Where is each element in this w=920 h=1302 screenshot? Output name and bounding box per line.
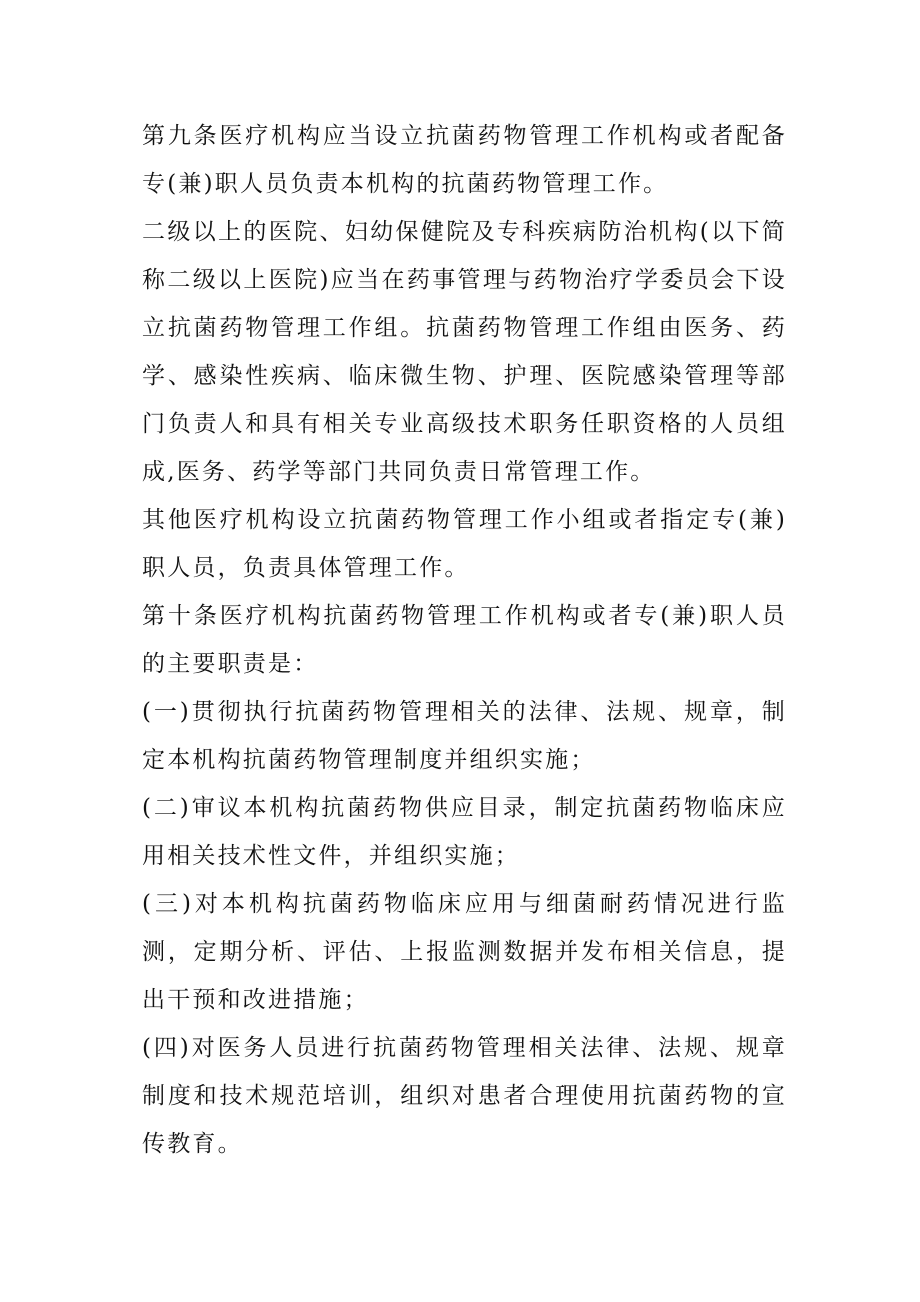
paragraph-duty-2: (二)审议本机构抗菌药物供应目录，制定抗菌药物临床应用相关技术性文件，并组织实施； — [142, 795, 787, 869]
document-page — [142, 112, 787, 1168]
paragraph-article-10: 第十条医疗机构抗菌药物管理工作机构或者专(兼)职人员的主要职责是： — [142, 603, 787, 677]
paragraph-secondary-hospitals: 二级以上的医院、妇幼保健院及专科疾病防治机构(以下简称二级以上医院)应当在药事管理与药物治疗学委员会下设立抗菌药物管理工作组。抗菌药物管理工作组由医务、药学、感染性疾病、临床微生物、护理、医院感染管理等部门负责人和具有相关专业高级技术职务任职资格的人员组成,医务、药学等部门共同负责日常管理工作。 — [142, 219, 787, 485]
paragraph-article-9: 第九条医疗机构应当设立抗菌药物管理工作机构或者配备专(兼)职人员负责本机构的抗菌药物管理工作。 — [142, 123, 787, 197]
paragraph-duty-3: (三)对本机构抗菌药物临床应用与细菌耐药情况进行监测，定期分析、评估、上报监测数据并发布相关信息，提出干预和改进措施； — [142, 891, 787, 1013]
paragraph-other-institutions: 其他医疗机构设立抗菌药物管理工作小组或者指定专(兼)职人员，负责具体管理工作。 — [142, 507, 787, 581]
paragraph-duty-4: (四)对医务人员进行抗菌药物管理相关法律、法规、规章制度和技术规范培训，组织对患者合理使用抗菌药物的宣传教育。 — [142, 1035, 787, 1157]
paragraph-duty-1: (一)贯彻执行抗菌药物管理相关的法律、法规、规章，制定本机构抗菌药物管理制度并组织实施； — [142, 699, 787, 773]
